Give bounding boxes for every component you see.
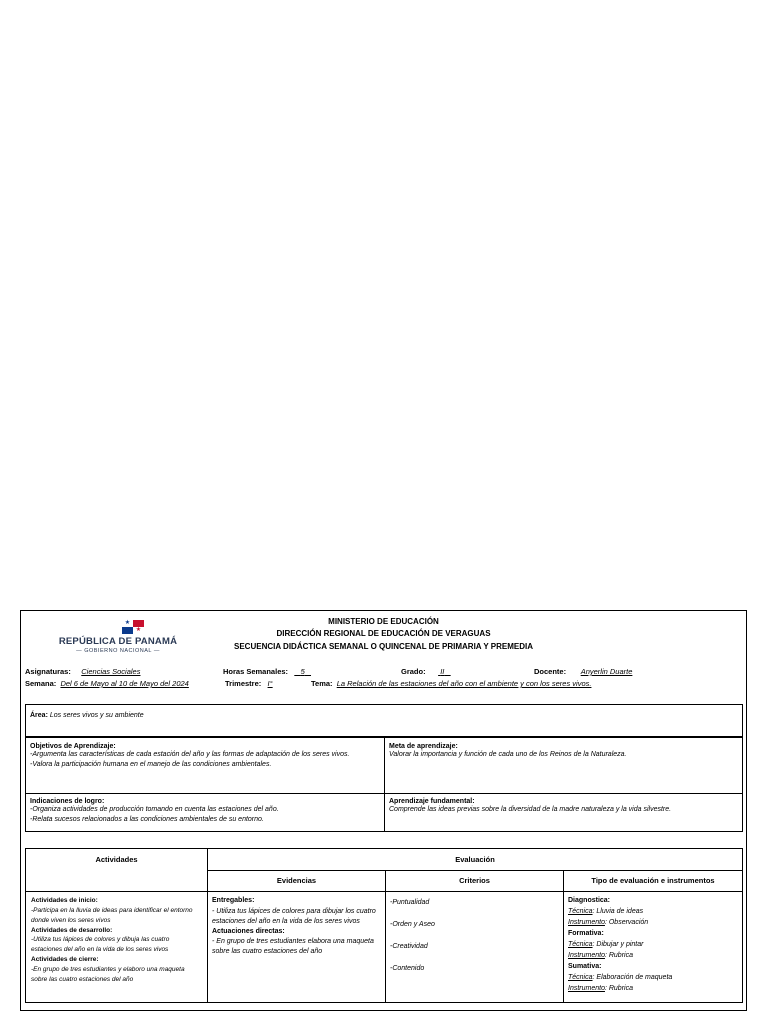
trimestre-field: Trimestre: I° (225, 679, 273, 688)
logo-name: REPÚBLICA DE PANAMÁ (58, 636, 178, 647)
header-sequence: SECUENCIA DIDÁCTICA SEMANAL O QUINCENAL DE PRIMARIA Y PREMEDIA (234, 642, 533, 651)
logo-subtitle: — GOBIERNO NACIONAL — (76, 648, 160, 654)
objetivos-cell: Objetivos de Aprendizaje: -Argumenta las características de cada estación del año y las formas de adaptación de los seres vivos. -Valora la participación humana en el manejo de las condiciones ambientales. (30, 743, 350, 768)
horas-field: Horas Semanales: 5 (223, 667, 305, 676)
evidencias-cell: Entregables: - Utiliza tus lápices de colores para dibujar los cuatro estaciones del año en la vida de los seres vivos Actuaciones directas: - En grupo de tres estudiantes elabora una maqueta sobre las cuatro estaciones del año (212, 897, 376, 955)
tipo-cell: Diagnostica: Técnica: Lluvia de ideas Instrumento: Observación Formativa: Técnica: Dibujar y pintar Instrumento: Rubrica Sumativa: Técnica: Elaboración de maqueta Instrumento: Rubrica (568, 897, 673, 992)
asignaturas-field: Asignaturas: Ciencias Sociales (25, 667, 141, 676)
panama-flag-icon: ★ ★ (122, 620, 144, 634)
header-ministry: MINISTERIO DE EDUCACIÓN (328, 617, 439, 626)
actividades-cell: Actividades de inicio: -Participa en la lluvia de ideas para identificar el entorno donde viven los seres vivos Actividades de desarrollo: -Utiliza tus lápices de colores y dibuja las cuatro estaciones del año en la vida de los seres vivos Actividades de cierre: -En grupo de tres estudiantes y elaboro una maqueta sobre las cuatro estaciones del año (31, 897, 193, 983)
criterio-item: -Contenido (390, 965, 425, 972)
tema-field: Tema: La Relación de las estaciones del año con el ambiente y con los seres vivos. (311, 679, 592, 688)
aprendizaje-cell: Aprendizaje fundamental: Comprende las ideas previas sobre la diversidad de la madre naturaleza y la vida silvestre. (389, 798, 672, 813)
criterio-item: -Puntualidad (390, 899, 430, 906)
evaluacion-header: Evaluación (455, 855, 495, 864)
criterio-item: -Creatividad (390, 943, 428, 950)
criterios-header: Criterios (459, 876, 490, 885)
evidencias-header: Evidencias (276, 876, 317, 885)
area-label: Área: (30, 712, 48, 719)
semana-field: Semana: Del 6 de Mayo al 10 de Mayo del 2024 (25, 679, 189, 688)
meta-cell: Meta de aprendizaje: Valorar la importancia y función de cada uno de los Reinos de la Naturaleza. (389, 743, 627, 758)
area-box (25, 704, 743, 737)
indicaciones-cell: Indicaciones de logro: -Organiza actividades de producción tomando en cuenta las estaciones del año. -Relata sucesos relacionados a las condiciones ambientales de su entorno. (30, 798, 279, 823)
area-value: Los seres vivos y su ambiente (49, 712, 144, 719)
criterio-item: -Orden y Aseo (390, 921, 435, 928)
activities-table (25, 848, 743, 1003)
docente-field: Docente: Anyerlin Duarte (534, 667, 633, 676)
government-logo (48, 619, 188, 659)
objectives-grid (25, 737, 743, 832)
actividades-header: Actividades (95, 855, 138, 864)
grado-field: Grado: II (401, 667, 445, 676)
tipo-header: Tipo de evaluación e instrumentos (591, 876, 715, 885)
header-direction: DIRECCIÓN REGIONAL DE EDUCACIÓN DE VERAGUAS (276, 629, 491, 638)
lesson-plan-document (20, 610, 747, 1011)
